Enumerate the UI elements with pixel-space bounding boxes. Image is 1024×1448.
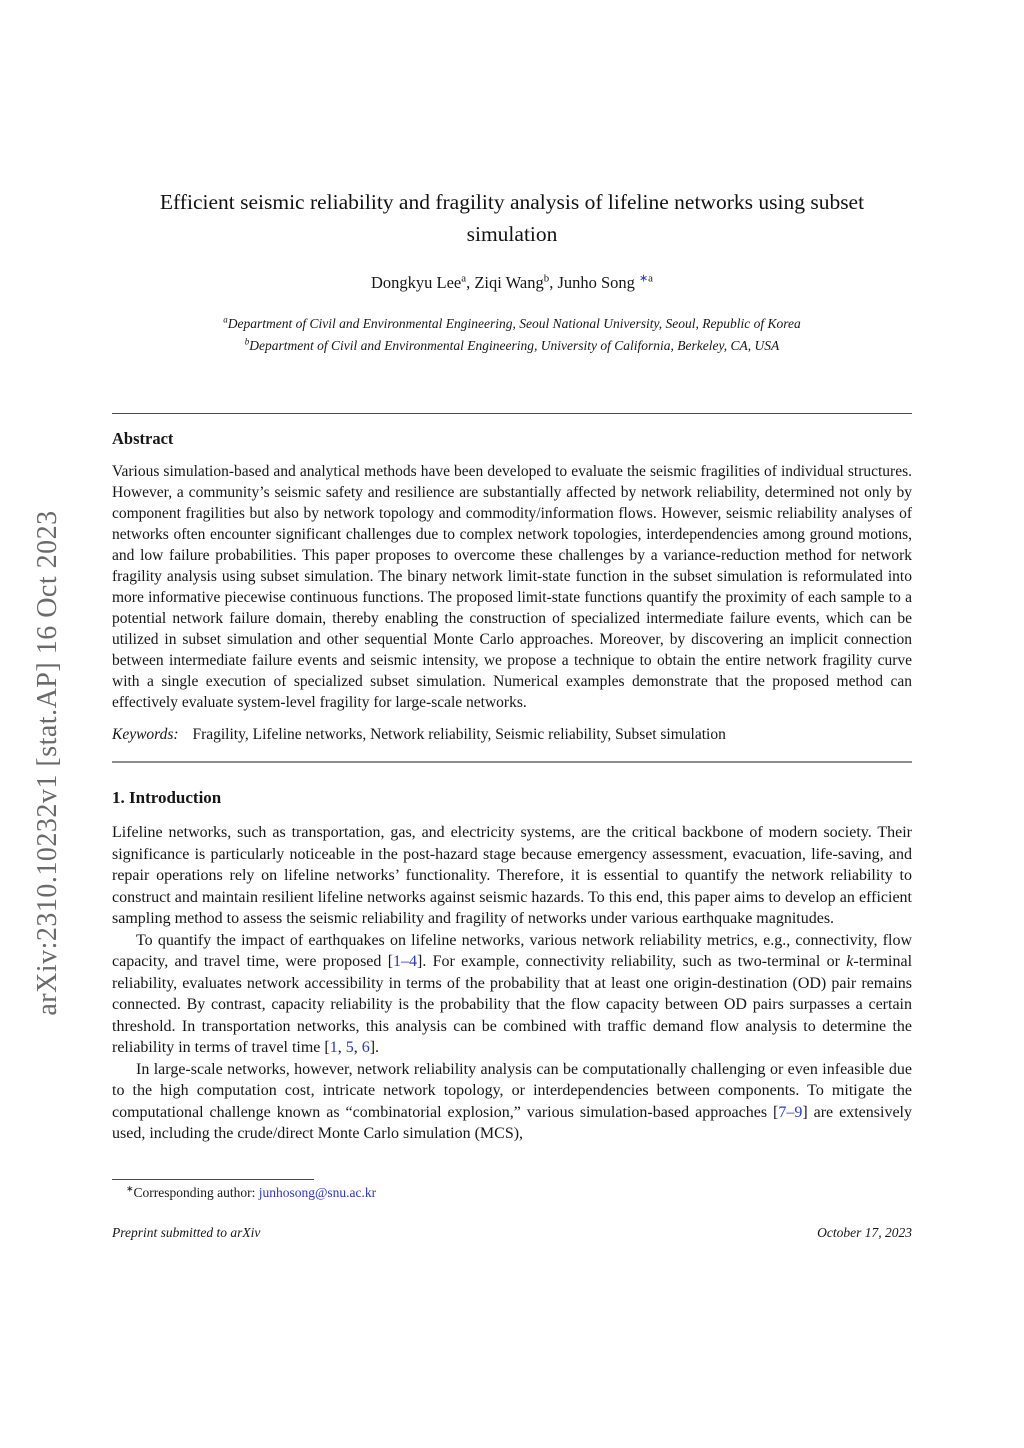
footer-date: October 17, 2023	[817, 1224, 912, 1240]
corresponding-author-footnote	[112, 1185, 912, 1201]
text-run: ].	[369, 1039, 380, 1057]
intro-paragraph-2	[112, 930, 912, 1059]
arxiv-watermark: arXiv:2310.10232v1 [stat.AP] 16 Oct 2023	[32, 510, 63, 1016]
footnote-marker: ∗	[126, 1183, 134, 1194]
citation-link[interactable]: 1	[329, 1039, 338, 1057]
keywords-label: Keywords:	[112, 726, 179, 744]
superscript-marker: b	[543, 272, 550, 284]
citation-link[interactable]: 5	[345, 1039, 354, 1057]
text-run: k	[846, 953, 854, 971]
citation-link[interactable]: 6	[361, 1039, 370, 1057]
text-run: , Ziqi Wang	[466, 272, 544, 292]
text-run: -terminal reliability, evaluates network accessibility in terms of the probability that at least one origin-destination (OD) pair remains connected. By contrast, capacity reliability is the probability that the flow capacity between OD pairs surpasses a certain threshold. In transportation networks, this analysis can be combined with traffic demand flow analysis to determine the reliability in terms of travel time [	[112, 953, 913, 1057]
page-content	[112, 0, 912, 1241]
intro-paragraph-1	[112, 822, 912, 930]
abstract-heading: Abstract	[112, 429, 174, 449]
superscript-marker: a	[648, 272, 653, 284]
citation-link[interactable]: 7–9	[778, 1103, 803, 1121]
corresponding-author-email[interactable]: junhosong@snu.ac.kr	[258, 1184, 377, 1200]
text-run: ] are extensively used, including the crude/direct Monte Carlo simulation (MCS),	[112, 1103, 912, 1143]
text-run: To quantify the impact of earthquakes on lifeline networks, various network reliability metrics, e.g., connectivity, flow capacity, and travel time, were proposed [	[112, 931, 912, 971]
text-run: ]. For example, connectivity reliability, such as two-terminal or	[417, 953, 847, 971]
section-heading-introduction: 1. Introduction	[112, 788, 222, 808]
affiliation-a	[112, 313, 912, 335]
abstract-bottom-rule	[112, 761, 912, 763]
text-run: ,	[337, 1039, 346, 1057]
text-run: Dongkyu Lee	[370, 272, 462, 292]
footer-preprint-note: Preprint submitted to arXiv	[112, 1224, 261, 1240]
superscript-marker: a	[223, 314, 228, 324]
text-run: Department of Civil and Environmental Engineering, University of California, Berkeley, CA, USA	[249, 337, 780, 353]
text-run: Lifeline networks, such as transportation, gas, and electricity systems, are the critical backbone of modern society. Their significance is particularly noticeable in the post-hazard stage because emergency assessment, evacuation, life-saving, and repair operations rely on lifeline networks’ functionality. Therefore, it is essential to quantify the network reliability to construct and maintain resilient lifeline networks against seismic hazards. To this end, this paper aims to develop an efficient sampling method to assess the seismic reliability and fragility of networks under various earthquake magnitudes.	[112, 824, 912, 928]
corresponding-author-marker[interactable]: ∗	[639, 272, 649, 284]
footnote-rule	[112, 1179, 314, 1180]
text-run: , Junho Song	[549, 272, 640, 292]
authors-line	[112, 273, 912, 293]
keywords-text: Fragility, Lifeline networks, Network reliability, Seismic reliability, Subset simulation	[192, 726, 726, 744]
text-run: Department of Civil and Environmental Engineering, Seoul National University, Seoul, Republic of Korea	[227, 315, 801, 331]
text-run: In large-scale networks, however, network reliability analysis can be computationally challenging or even infeasible due to the high computation cost, intricate network topology, or interdependencies between components. To mitigate the computational challenge known as “combinatorial explosion,” various simulation-based approaches [	[112, 1060, 912, 1121]
footer-line	[112, 1225, 912, 1241]
citation-link[interactable]: 1–4	[393, 953, 418, 971]
paper-title: Efficient seismic reliability and fragility analysis of lifeline networks using subset simulation	[159, 190, 865, 247]
affiliations	[112, 313, 912, 358]
keywords-line	[112, 726, 912, 744]
affiliation-b	[112, 335, 912, 357]
superscript-marker: a	[461, 272, 467, 284]
abstract-top-rule	[112, 413, 912, 414]
superscript-marker: b	[244, 336, 250, 347]
text-run: ,	[353, 1039, 362, 1057]
footnote-label: Corresponding author:	[133, 1184, 259, 1200]
intro-paragraph-3	[112, 1059, 912, 1145]
abstract-body: Various simulation-based and analytical methods have been developed to evaluate the seismic fragilities of individual structures. However, a community’s seismic safety and resilience are substantially affected by network reliability, determined not only by component fragilities but also by network topology and commodity/information flows. However, seismic reliability analyses of networks often encounter significant challenges due to complex network topologies, interdependencies among ground motions, and low failure probabilities. This paper proposes to overcome these challenges by a variance-reduction method for network fragility analysis using subset simulation. The binary network limit-state function in the subset simulation is reformulated into more informative piecewise continuous functions. The proposed limit-state functions quantify the proximity of each sample to a potential network failure domain, thereby enabling the construction of specialized intermediate failure events, which can be utilized in subset simulation and other sequential Monte Carlo approaches. Moreover, by discovering an implicit connection between intermediate failure events and seismic intensity, we propose a technique to obtain the entire network fragility curve with a single execution of specialized subset simulation. Numerical examples demonstrate that the proposed method can effectively evaluate system-level fragility for large-scale networks.	[112, 463, 912, 712]
